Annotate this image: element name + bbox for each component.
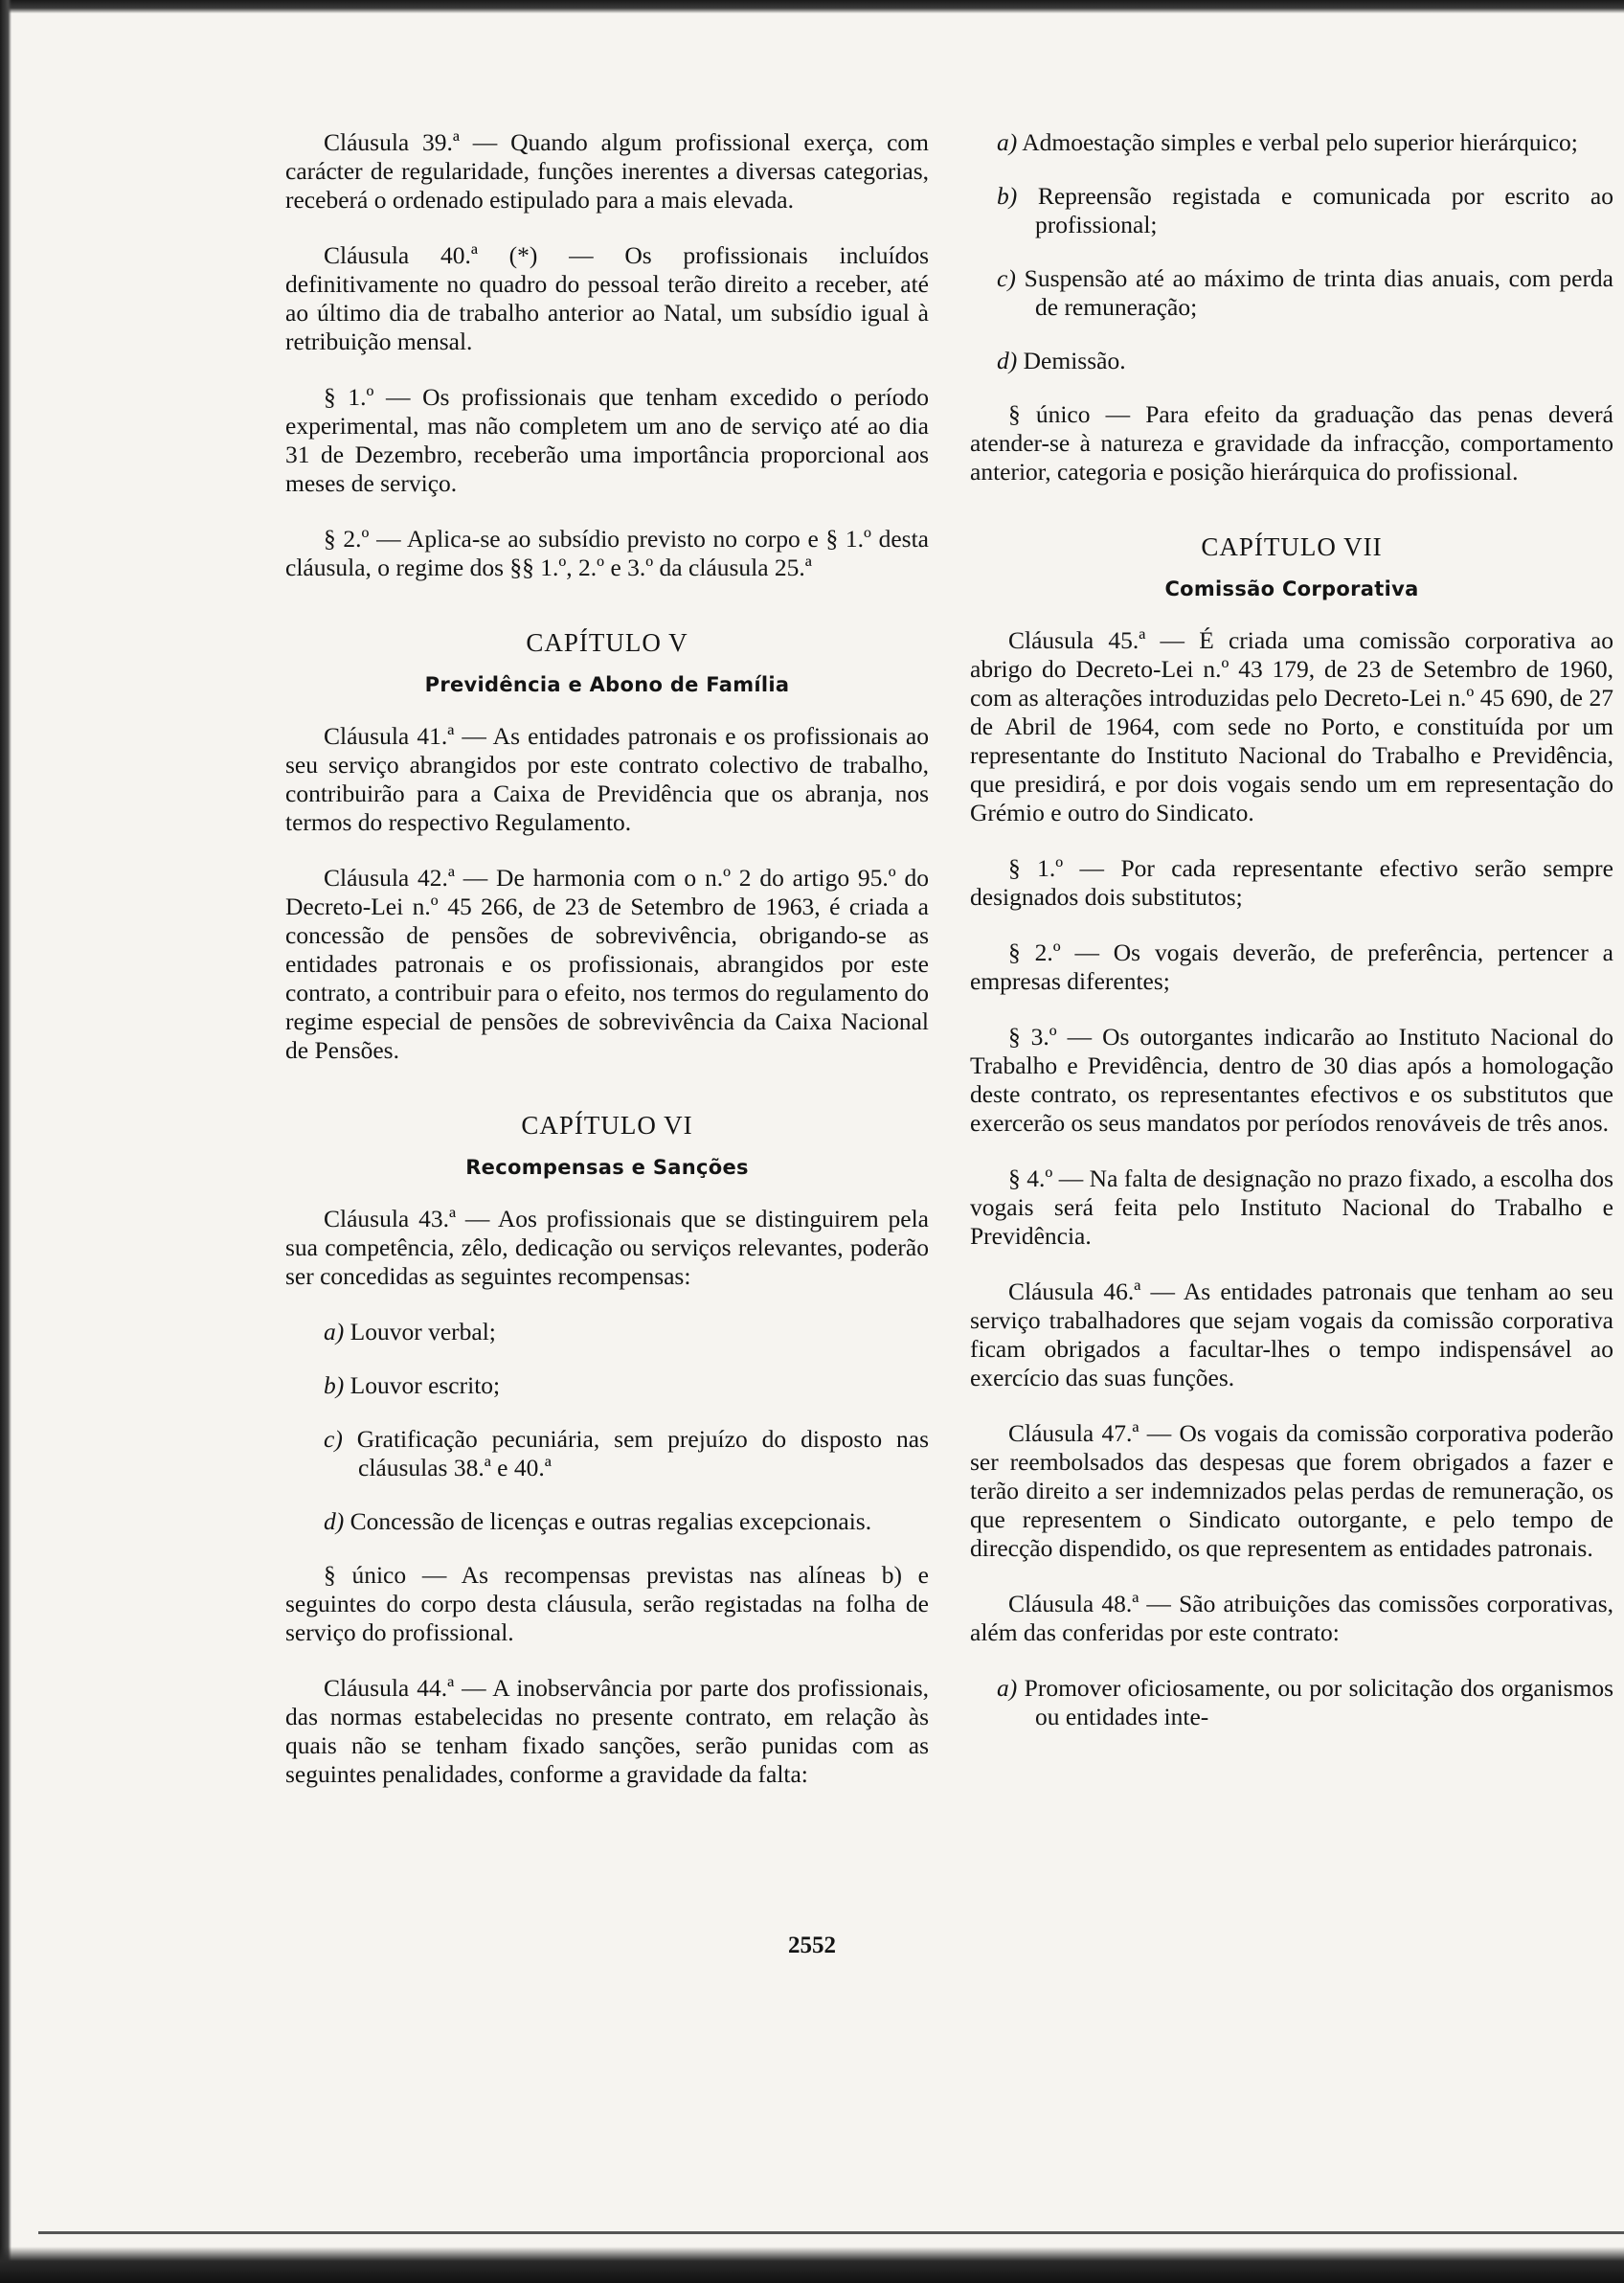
scan-border-bottom [0, 2247, 1624, 2283]
chapter-7-subtitle: Comissão Corporativa [1164, 577, 1419, 600]
list-item-text: Admoestação simples e verbal pelo superior hierárquico; [1022, 128, 1578, 156]
chapter-6-subtitle: Recompensas e Sanções [465, 1156, 749, 1179]
clause-45-paragraph-2: § 2.º — Os vogais deverão, de preferência, pertencer a empresas diferentes; [970, 938, 1613, 995]
list-item [285, 1318, 929, 1346]
list-item-text: Concessão de licenças e outras regalias excepcionais. [350, 1507, 872, 1535]
clause-43-single-paragraph: § único — As recompensas previstas nas alíneas b) e seguintes do corpo desta cláusula, serão registadas na folha de serviço do profissional. [285, 1561, 929, 1646]
list-item-text: Gratificação pecuniária, sem prejuízo do disposto nas cláusulas 38.ª e 40.ª [356, 1425, 930, 1481]
clause-48: Cláusula 48.ª — São atribuições das comissões corporativas, além das conferidas por este contrato: [970, 1590, 1613, 1646]
clause-40: Cláusula 40.ª (*) — Os profissionais incluídos definitivamente no quadro do pessoal terão direito a receber, até ao último dia de trabalho anterior ao Natal, um subsídio igual à retribuição mensal. [285, 241, 929, 355]
clause-45-paragraph-1: § 1.º — Por cada representante efectivo serão sempre designados dois substitutos; [970, 854, 1613, 911]
chapter-5-subtitle: Previdência e Abono de Família [424, 673, 790, 696]
list-item [285, 1425, 929, 1482]
list-item-label: a) [324, 1318, 345, 1345]
clause-40-paragraph-1: § 1.º — Os profissionais que tenham excedido o período experimental, mas não completem um ano de serviço até ao dia 31 de Dezembro, receberão uma importância proporcional aos meses de serviço. [285, 383, 929, 497]
page-number: 2552 [788, 1933, 836, 1958]
list-item-label: b) [324, 1371, 345, 1399]
list-item-text: Promover oficiosamente, ou por solicitação dos organismos ou entidades inte- [1024, 1674, 1613, 1730]
list-item [285, 1371, 929, 1400]
list-item-label: a) [997, 128, 1018, 156]
list-item-text: Louvor escrito; [350, 1371, 501, 1399]
clause-42: Cláusula 42.ª — De harmonia com o n.º 2 do artigo 95.º do Decreto-Lei n.º 45 266, de 23 de Setembro de 1963, é criada a concessão de pensões de sobrevivência, obrigando-se as entidades patronais e os profissionais, abrangidos por este contrato, a contribuir para o efeito, nos termos do regulamento do regime especial de pensões de sobrevivência da Caixa Nacional de Pensões. [285, 864, 929, 1064]
clause-45-paragraph-4: § 4.º — Na falta de designação no prazo fixado, a escolha dos vogais será feita pelo Instituto Nacional do Trabalho e Previdência. [970, 1164, 1613, 1250]
chapter-5-title: CAPÍTULO V [526, 628, 688, 657]
list-item-label: b) [997, 182, 1018, 210]
clause-45: Cláusula 45.ª — É criada uma comissão corporativa ao abrigo do Decreto-Lei n.º 43 179, de 23 de Setembro de 1960, com as alterações introduzidas pelo Decreto-Lei n.º 45 690, de 27 de Abril de 1964, com sede no Porto, e constituída por um representante do Instituto Nacional do Trabalho e Previdência, que presidirá, e por dois vogais sendo um em representação do Grémio e outro do Sindicato. [970, 626, 1613, 826]
right-column [970, 128, 1613, 1756]
clause-44-single-paragraph: § único — Para efeito da graduação das penas deverá atender-se à natureza e gravidade da infracção, comportamento anterior, categoria e posição hierárquica do profissional. [970, 400, 1613, 486]
list-item [970, 264, 1613, 322]
list-item-label: d) [324, 1507, 345, 1535]
clause-43: Cláusula 43.ª — Aos profissionais que se distinguirem pela sua competência, zêlo, dedicação ou serviços relevantes, poderão ser concedidas as seguintes recompensas: [285, 1205, 929, 1290]
clause-46: Cláusula 46.ª — As entidades patronais que tenham ao seu serviço trabalhadores que sejam vogais da comissão corporativa ficam obrigados a facultar-lhes o tempo indispensável ao exercício das suas funções. [970, 1277, 1613, 1391]
list-item [970, 182, 1613, 239]
scan-border-top [0, 0, 1624, 13]
scan-line-bottom [38, 2231, 1624, 2234]
left-column [285, 128, 929, 1816]
clause-41: Cláusula 41.ª — As entidades patronais e os profissionais ao seu serviço abrangidos por este contrato colectivo de trabalho, contribuirão para a Caixa de Previdência que os abranja, nos termos do respectivo Regulamento. [285, 722, 929, 836]
list-item-text: Repreensão registada e comunicada por escrito ao profissional; [1035, 182, 1614, 238]
list-item [285, 1507, 929, 1536]
clause-40-paragraph-2: § 2.º — Aplica-se ao subsídio previsto no corpo e § 1.º desta cláusula, o regime dos §§ 1.º, 2.º e 3.º da cláusula 25.ª [285, 525, 929, 581]
list-item-text: Demissão. [1023, 347, 1126, 374]
list-item-label: c) [324, 1425, 343, 1453]
clause-44: Cláusula 44.ª — A inobservância por parte dos profissionais, das normas estabelecidas no presente contrato, em relação às quais não se tenham fixado sanções, serão punidas com as seguintes penalidades, conforme a gravidade da falta: [285, 1674, 929, 1788]
chapter-6-title: CAPÍTULO VI [521, 1111, 693, 1140]
list-item [970, 1674, 1613, 1731]
clause-45-paragraph-3: § 3.º — Os outorgantes indicarão ao Instituto Nacional do Trabalho e Previdência, dentro de 30 dias após a homologação deste contrato, os representantes efectivos e os substitutos que exercerão os seus mandatos por períodos renováveis de três anos. [970, 1023, 1613, 1137]
list-item-label: d) [997, 347, 1018, 374]
list-item [970, 347, 1613, 375]
list-item-label: c) [997, 264, 1016, 292]
chapter-7-title: CAPÍTULO VII [1201, 532, 1383, 561]
list-item-text: Louvor verbal; [350, 1318, 496, 1345]
list-item-label: a) [997, 1674, 1018, 1702]
clause-47: Cláusula 47.ª — Os vogais da comissão corporativa poderão ser reembolsados das despesas que forem obrigados a fazer e terão direito a ser indemnizados pelas perdas de remuneração, os que representem o Sindicato outorgante, e pelo tempo de direcção dispendido, os que representem as entidades patronais. [970, 1419, 1613, 1562]
list-item-text: Suspensão até ao máximo de trinta dias anuais, com perda de remuneração; [1024, 264, 1614, 321]
list-item [970, 128, 1613, 157]
clause-39: Cláusula 39.ª — Quando algum profissional exerça, com carácter de regularidade, funções inerentes a diversas categorias, receberá o ordenado estipulado para a mais elevada. [285, 128, 929, 214]
